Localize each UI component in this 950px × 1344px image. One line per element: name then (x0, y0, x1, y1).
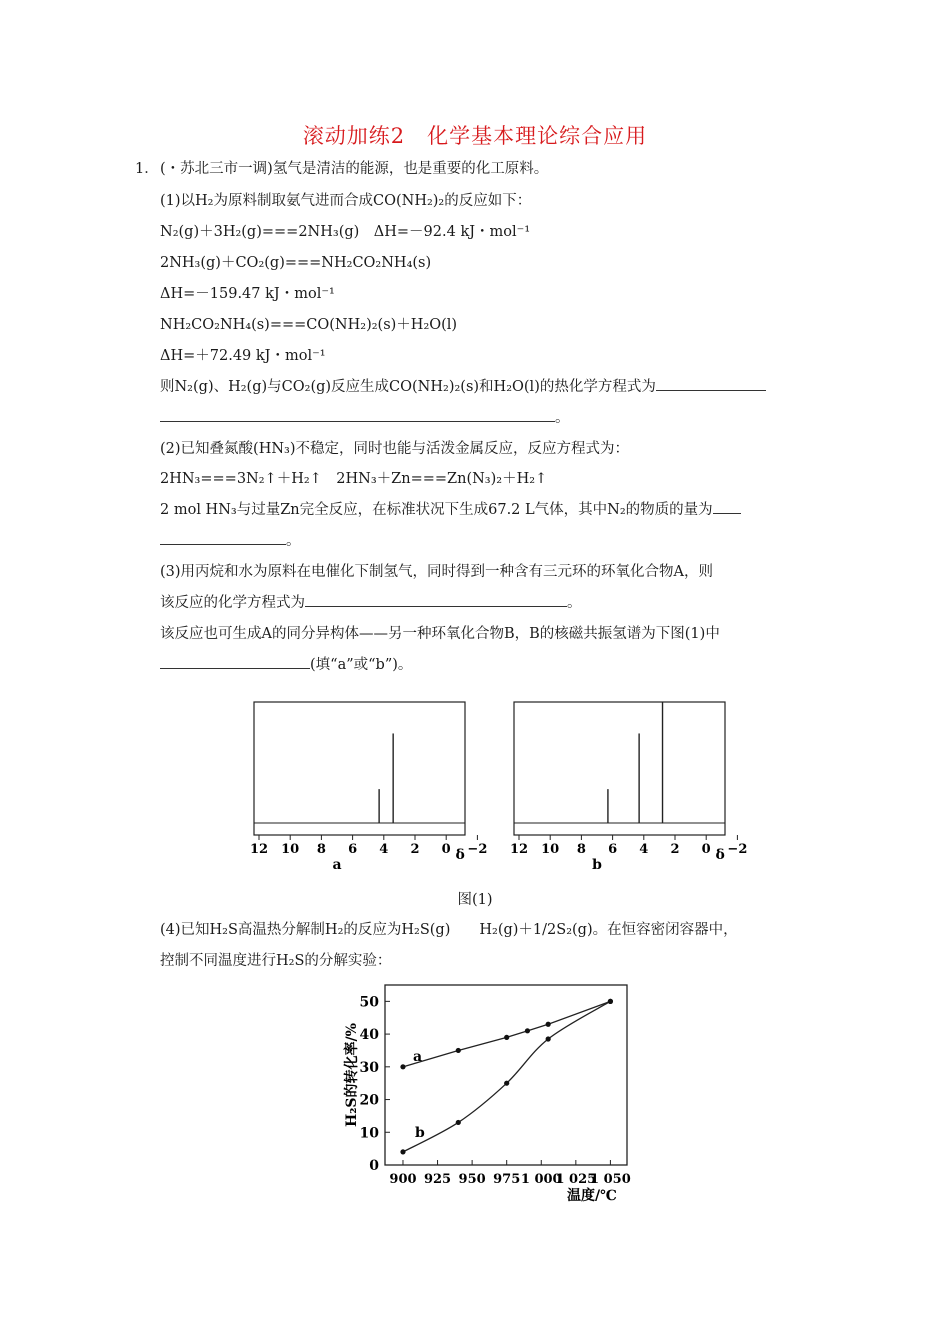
answer-blank[interactable] (305, 592, 567, 607)
x-tick-label: 0 (441, 842, 451, 857)
y-tick-label: 50 (359, 994, 379, 1011)
spectrum-frame (514, 702, 725, 835)
part2-answer-line (160, 530, 301, 552)
series-a-point (400, 1064, 405, 1069)
part3-question (160, 592, 582, 614)
y-tick-label: 20 (359, 1092, 379, 1109)
part1-answer-line (160, 407, 570, 429)
part2-heading: (2)已知叠氮酸(HN₃)不稳定，同时也能与活泼金属反应，反应方程式为： (160, 441, 629, 457)
x-tick-label: 6 (348, 842, 358, 857)
enthalpy-3: ΔH=＋72.49 kJ・mol⁻¹ (160, 348, 326, 364)
part3-question-text: 该反应的化学方程式为 (160, 595, 305, 611)
x-axis-label: 温度/℃ (567, 1188, 617, 1204)
x-tick-label: −2 (727, 842, 748, 857)
answer-blank[interactable] (160, 530, 286, 545)
nmr-spectrum-b (510, 702, 747, 873)
nmr-figure (230, 690, 750, 880)
x-tick-label: −2 (467, 842, 488, 857)
x-tick-label: 12 (249, 842, 269, 857)
series-a-label: a (412, 1048, 423, 1065)
enthalpy-2: ΔH=－159.47 kJ・mol⁻¹ (160, 286, 335, 302)
equation-3: NH₂CO₂NH₄(s)===CO(NH₂)₂(s)＋H₂O(l) (160, 317, 458, 333)
series-a-point (546, 1022, 551, 1027)
fill-hint: (填“a”或“b”)。 (310, 657, 413, 673)
part3-fill-line (160, 654, 412, 676)
part3-heading: (3)用丙烷和水为原料在电催化下制氢气，同时得到一种含有三元环的环氧化合物A，则 (160, 564, 714, 580)
x-tick-label: 950 (458, 1172, 486, 1187)
question-number: 1． (135, 161, 159, 177)
series-b-point (456, 1120, 461, 1125)
x-tick-label: 1 025 (555, 1172, 597, 1187)
x-tick-label: 2 (410, 842, 420, 857)
y-tick-label: 40 (359, 1027, 379, 1044)
x-tick-label: 10 (281, 842, 300, 857)
x-tick-label: 4 (639, 842, 649, 857)
y-tick-label: 0 (369, 1158, 379, 1174)
answer-blank[interactable] (160, 654, 310, 669)
part2-question (160, 499, 741, 521)
conversion-chart (330, 980, 650, 1205)
x-tick-label: 10 (541, 842, 560, 857)
part2-equations: 2HN₃===3N₂↑＋H₂↑ 2HN₃＋Zn===Zn(N₃)₂＋H₂↑ (160, 471, 548, 487)
answer-blank[interactable] (160, 407, 555, 422)
period: 。 (567, 595, 582, 611)
series-a-line (403, 1001, 610, 1066)
x-tick-label: 975 (493, 1172, 521, 1187)
page-title: 滚动加练2 化学基本理论综合应用 (302, 124, 648, 148)
x-axis-label: δ (715, 847, 725, 863)
y-tick-label: 10 (359, 1125, 379, 1142)
x-tick-label: 0 (701, 842, 711, 857)
x-tick-label: 8 (316, 842, 326, 857)
equation-2: 2NH₃(g)＋CO₂(g)===NH₂CO₂NH₄(s) (160, 255, 432, 271)
x-tick-label: 4 (379, 842, 389, 857)
spectrum-label: a (332, 857, 342, 873)
part1-question-text: 则N₂(g)、H₂(g)与CO₂(g)反应生成CO(NH₂)₂(s)和H₂O(l)的热化学方程式为 (160, 379, 656, 395)
spectrum-label: b (592, 857, 602, 873)
period: 。 (555, 410, 570, 426)
series-b-point (546, 1036, 551, 1041)
part2-question-text: 2 mol HN₃与过量Zn完全反应，在标准状况下生成67.2 L气体，其中N₂的物质的量为 (160, 502, 713, 518)
answer-blank[interactable] (656, 376, 766, 391)
series-a-point (456, 1048, 461, 1053)
part1-question (160, 376, 766, 398)
series-a-point (504, 1035, 509, 1040)
series-b-line (403, 1001, 610, 1152)
series-b-point (400, 1149, 405, 1154)
period: 。 (286, 533, 301, 549)
x-tick-label: 8 (576, 842, 586, 857)
series-a-point (525, 1028, 530, 1033)
series-b-point (608, 999, 613, 1004)
y-axis-label: H₂S的转化率/% (344, 1023, 360, 1127)
answer-blank[interactable] (713, 499, 741, 514)
question-intro: (・苏北三市一调)氢气是清洁的能源，也是重要的化工原料。 (160, 161, 549, 177)
equation-1: N₂(g)＋3H₂(g)===2NH₃(g) ΔH=－92.4 kJ・mol⁻¹ (160, 224, 531, 240)
x-tick-label: 900 (389, 1172, 417, 1187)
part3-line2: 该反应也可生成A的同分异构体——另一种环氧化合物B，B的核磁共振氢谱为下图(1)中 (160, 626, 720, 642)
x-tick-label: 925 (423, 1172, 452, 1187)
x-tick-label: 1 050 (590, 1172, 631, 1187)
nmr-spectrum-a (250, 702, 487, 873)
x-tick-label: 12 (509, 842, 529, 857)
part4-line1: (4)已知H₂S高温热分解制H₂的反应为H₂S(g) H₂(g)＋1/2S₂(g)。在恒容密闭容器中， (160, 922, 738, 938)
part4-line2: 控制不同温度进行H₂S的分解实验： (160, 953, 392, 969)
x-axis-label: δ (455, 847, 465, 863)
part1-heading: (1)以H₂为原料制取氨气进而合成CO(NH₂)₂的反应如下： (160, 193, 532, 209)
series-b-label: b (414, 1124, 425, 1141)
figure-caption: 图(1) (457, 892, 493, 908)
x-tick-label: 2 (670, 842, 680, 857)
spectrum-frame (254, 702, 465, 835)
x-tick-label: 6 (608, 842, 618, 857)
x-tick-label: 1 000 (520, 1172, 562, 1187)
series-b-point (504, 1081, 509, 1086)
y-tick-label: 30 (359, 1059, 379, 1076)
